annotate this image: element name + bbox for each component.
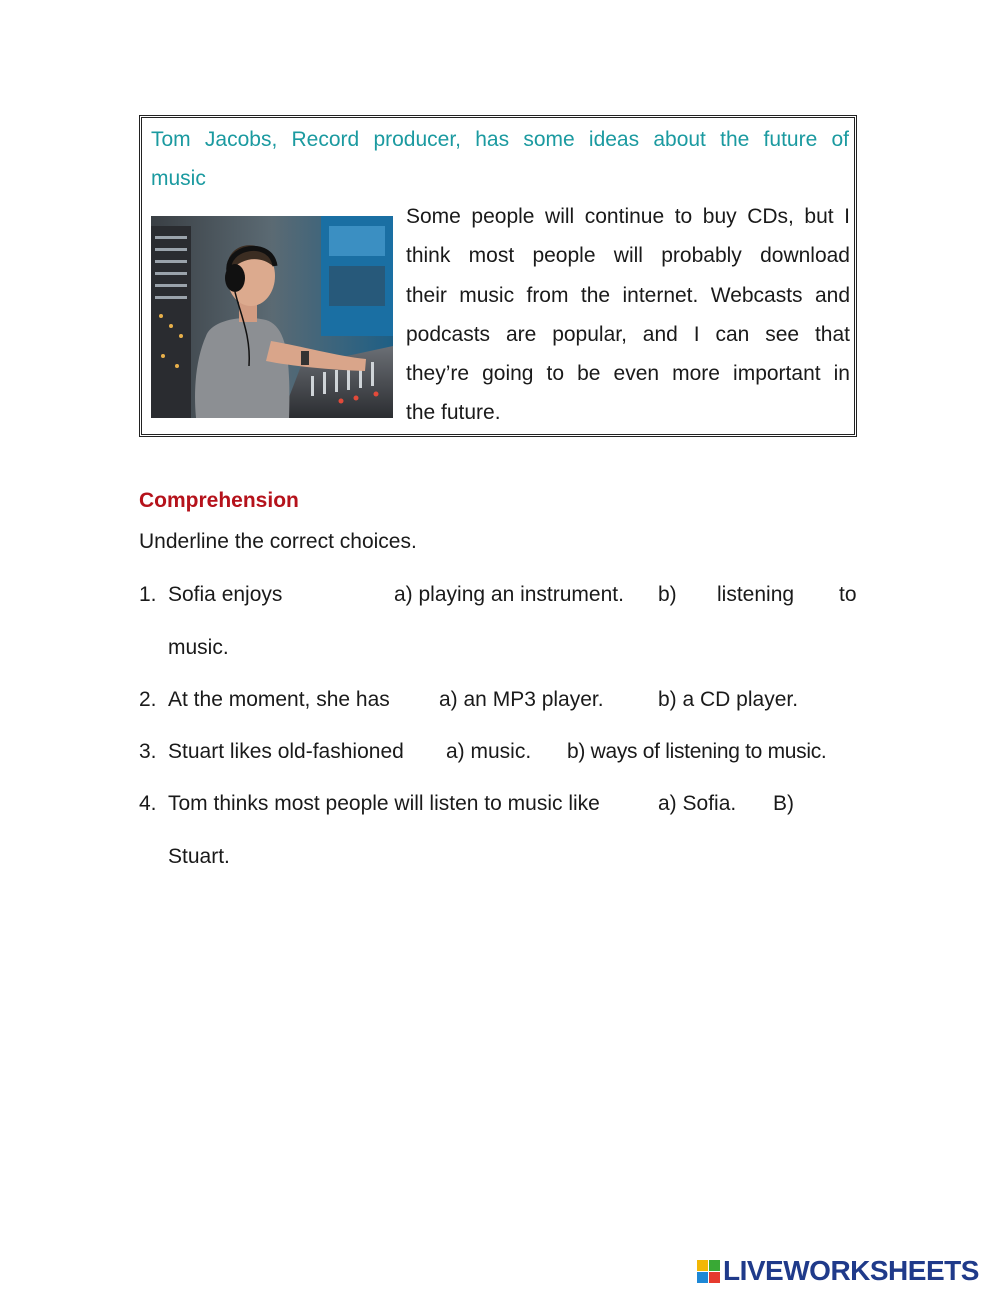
option-b-continuation[interactable]: Stuart.: [168, 845, 230, 868]
quote-line: they’re going to be even more important in: [406, 362, 850, 386]
section-title: Comprehension: [139, 489, 299, 512]
question-number: 2.: [139, 688, 157, 711]
option-a[interactable]: a) Sofia.: [658, 792, 737, 815]
quote-line: their music from the internet. Webcasts and: [406, 283, 850, 307]
logo-block: [697, 1272, 708, 1283]
intro-heading-line1: Tom Jacobs, Record producer, has some ideas about the future of: [151, 128, 849, 151]
logo-block: [697, 1260, 708, 1271]
intro-box: [139, 115, 857, 437]
quote-line: Some people will continue to buy CDs, but I: [406, 205, 850, 228]
instruction: Underline the correct choices.: [139, 530, 417, 553]
question-stem: Tom thinks most people will listen to music like: [168, 792, 600, 815]
option-b-word[interactable]: to: [839, 583, 857, 606]
option-a[interactable]: a) playing an instrument.: [394, 583, 624, 606]
question-number: 4.: [139, 792, 157, 815]
question-number: 3.: [139, 740, 157, 763]
option-b[interactable]: b) a CD player.: [658, 688, 799, 711]
producer-photo: [151, 216, 393, 418]
option-b-word[interactable]: listening: [717, 583, 795, 606]
quote-line: podcasts are popular, and I can see that: [406, 322, 850, 346]
option-b-label[interactable]: b): [658, 583, 677, 606]
producer-photo-illustration: [151, 216, 393, 418]
logo-text: LIVEWORKSHEETS: [723, 1255, 979, 1286]
producer-quote: [406, 197, 850, 433]
option-a[interactable]: a) an MP3 player.: [439, 688, 604, 711]
question-stem: Stuart likes old-fashioned: [168, 740, 404, 763]
option-b-continuation[interactable]: music.: [168, 636, 229, 659]
option-a[interactable]: a) music.: [446, 740, 532, 763]
question-number: 1.: [139, 583, 157, 606]
logo-blocks-icon: [697, 1260, 720, 1283]
liveworksheets-logo: [697, 1254, 979, 1288]
intro-heading-line2: music: [151, 167, 206, 190]
quote-line: think most people will probably download: [406, 244, 850, 268]
logo-block: [709, 1272, 720, 1283]
option-b[interactable]: b) ways of listening to music.: [567, 740, 827, 763]
question-stem: Sofia enjoys: [168, 583, 283, 606]
logo-block: [709, 1260, 720, 1271]
option-b-label[interactable]: B): [773, 792, 794, 815]
question-stem: At the moment, she has: [168, 688, 390, 711]
quote-line: the future.: [406, 401, 501, 425]
